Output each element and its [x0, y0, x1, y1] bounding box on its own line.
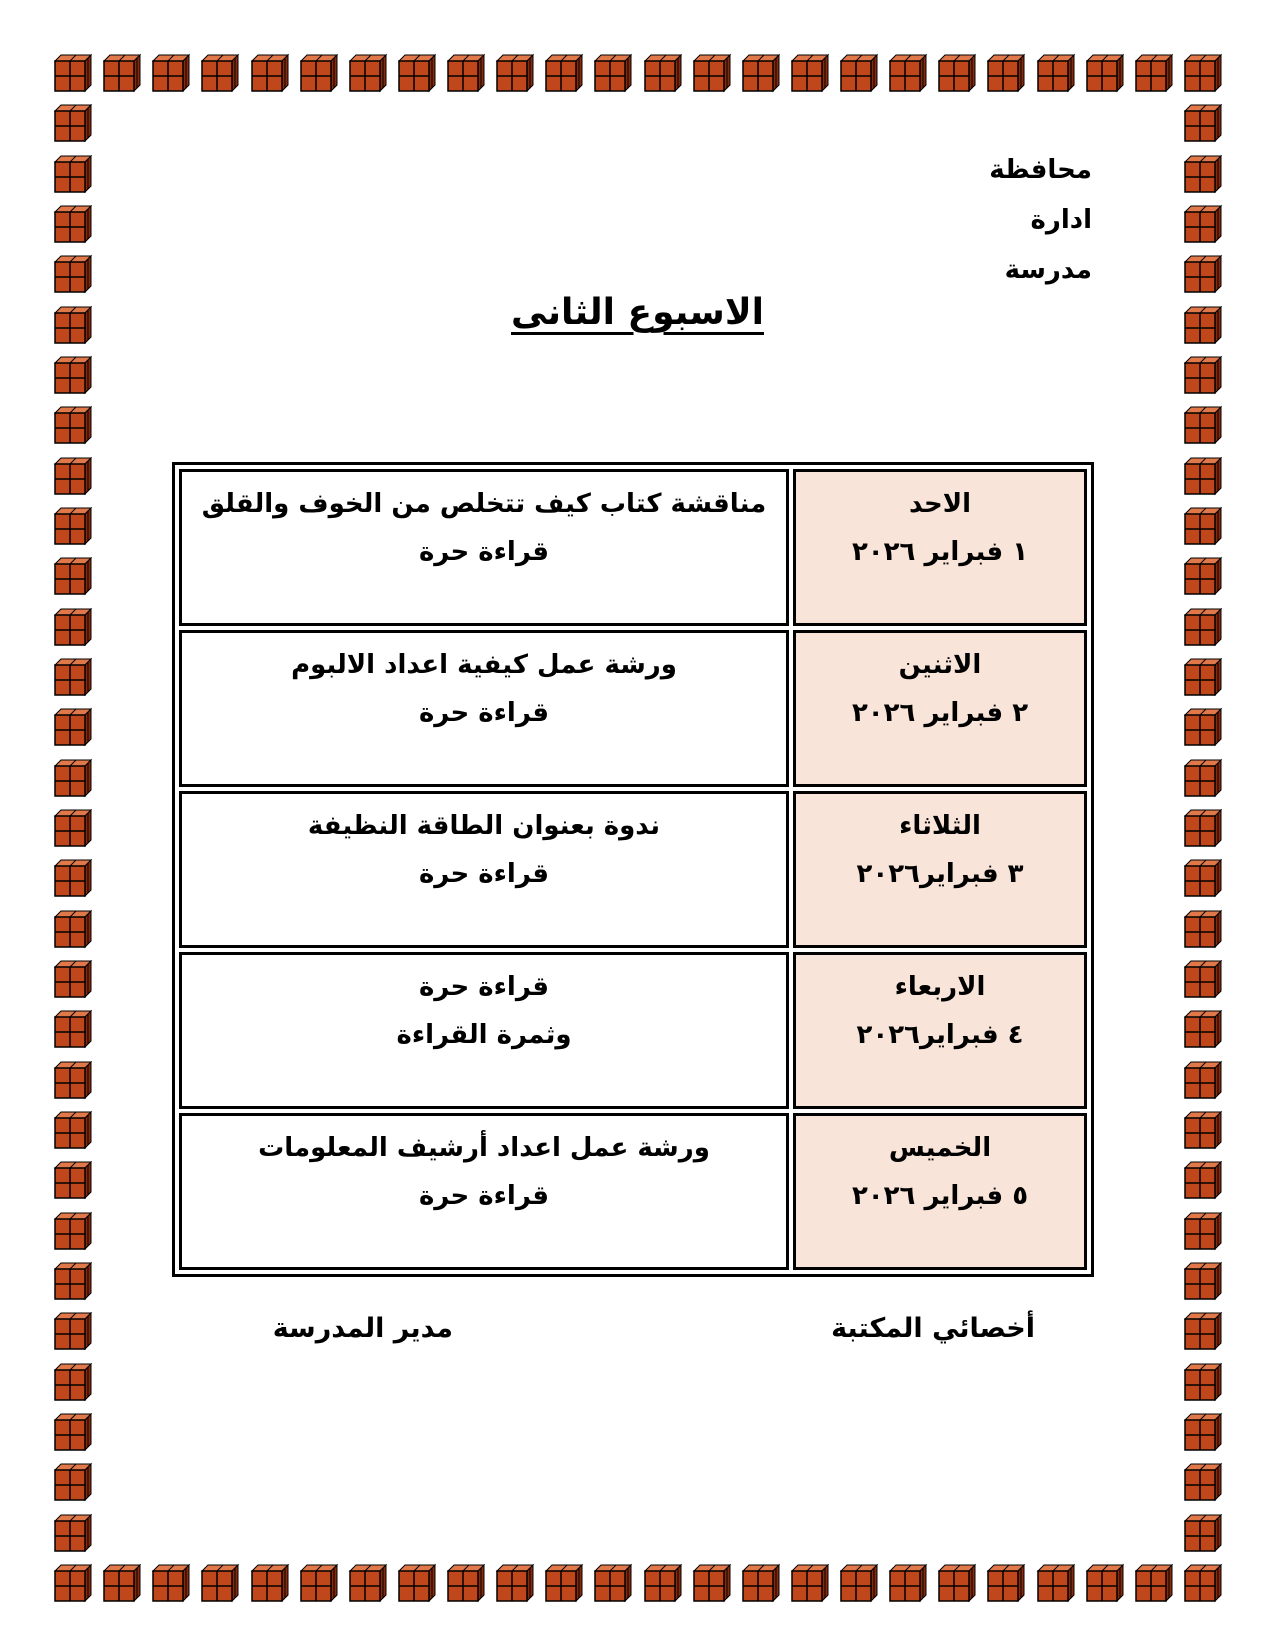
- box-icon: [1185, 810, 1221, 846]
- activity-line: قراءة حرة: [418, 698, 550, 728]
- box-icon: [595, 55, 631, 91]
- box-icon: [55, 1313, 91, 1349]
- table-row: [179, 469, 1087, 626]
- box-icon: [55, 105, 91, 141]
- box-icon: [1185, 1464, 1221, 1500]
- box-icon: [1185, 156, 1221, 192]
- day-name: الاربعاء: [894, 972, 986, 1002]
- box-icon: [743, 1565, 779, 1601]
- table-row: [179, 630, 1087, 787]
- schedule-table: [172, 462, 1094, 1277]
- activity-line: وثمرة القراءة: [396, 1020, 572, 1050]
- box-icon: [55, 357, 91, 393]
- box-icon: [202, 1565, 238, 1601]
- box-icon: [546, 1565, 582, 1601]
- box-icon: [1185, 1565, 1221, 1601]
- box-icon: [55, 1414, 91, 1450]
- box-icon: [1185, 1162, 1221, 1198]
- box-icon: [1185, 206, 1221, 242]
- box-icon: [1087, 55, 1123, 91]
- box-icon: [1185, 256, 1221, 292]
- day-name: الاثنين: [898, 650, 982, 680]
- box-icon: [55, 609, 91, 645]
- box-icon: [55, 1464, 91, 1500]
- box-icon: [1185, 558, 1221, 594]
- box-icon: [1136, 1565, 1172, 1601]
- box-icon: [1185, 1515, 1221, 1551]
- box-icon: [55, 1515, 91, 1551]
- box-icon: [55, 860, 91, 896]
- box-icon: [497, 55, 533, 91]
- day-cell: [793, 630, 1087, 787]
- administration-label: ادارة: [1030, 205, 1092, 235]
- day-cell: [793, 1113, 1087, 1270]
- activity-cell: [179, 952, 789, 1109]
- box-icon: [1185, 357, 1221, 393]
- box-icon: [55, 407, 91, 443]
- box-icon: [55, 709, 91, 745]
- governorate-label: محافظة: [989, 155, 1092, 185]
- box-icon: [1185, 508, 1221, 544]
- activity-line: قراءة حرة: [418, 972, 550, 1002]
- box-icon: [1185, 659, 1221, 695]
- table-row: [179, 1113, 1087, 1270]
- activity-line: ندوة بعنوان الطاقة النظيفة: [307, 811, 661, 841]
- box-icon: [448, 1565, 484, 1601]
- box-icon: [350, 1565, 386, 1601]
- box-icon: [350, 55, 386, 91]
- activity-cell: [179, 630, 789, 787]
- box-icon: [55, 911, 91, 947]
- box-icon: [55, 1062, 91, 1098]
- box-icon: [55, 1263, 91, 1299]
- box-icon: [1185, 105, 1221, 141]
- box-icon: [104, 55, 140, 91]
- box-icon: [1185, 860, 1221, 896]
- box-icon: [1087, 1565, 1123, 1601]
- table-row: [179, 791, 1087, 948]
- activity-line: قراءة حرة: [418, 859, 550, 889]
- box-icon: [1185, 1263, 1221, 1299]
- box-icon: [55, 659, 91, 695]
- box-icon: [55, 760, 91, 796]
- box-icon: [55, 156, 91, 192]
- box-icon: [988, 55, 1024, 91]
- page-title-container: [0, 292, 1275, 333]
- box-icon: [55, 256, 91, 292]
- box-icon: [55, 1162, 91, 1198]
- box-icon: [645, 55, 681, 91]
- box-icon: [55, 508, 91, 544]
- box-icon: [694, 1565, 730, 1601]
- box-icon: [448, 55, 484, 91]
- box-icon: [55, 206, 91, 242]
- day-name: الاحد: [908, 489, 972, 519]
- box-icon: [301, 55, 337, 91]
- box-icon: [55, 1364, 91, 1400]
- box-icon: [1185, 1313, 1221, 1349]
- box-icon: [55, 1565, 91, 1601]
- day-date: ٢ فبراير ٢٠٢٦: [851, 698, 1029, 728]
- box-icon: [55, 961, 91, 997]
- box-icon: [1185, 1112, 1221, 1148]
- box-icon: [399, 1565, 435, 1601]
- school-label: مدرسة: [1004, 255, 1092, 285]
- box-icon: [1185, 760, 1221, 796]
- box-icon: [1185, 1011, 1221, 1047]
- box-icon: [792, 55, 828, 91]
- box-icon: [104, 1565, 140, 1601]
- activity-line: مناقشة كتاب كيف تتخلص من الخوف والقلق: [201, 489, 767, 519]
- box-icon: [202, 55, 238, 91]
- box-icon: [1185, 911, 1221, 947]
- box-icon: [1185, 609, 1221, 645]
- activity-line: ورشة عمل كيفية اعداد الالبوم: [291, 650, 677, 680]
- box-icon: [890, 55, 926, 91]
- activity-cell: [179, 791, 789, 948]
- box-icon: [939, 1565, 975, 1601]
- box-icon: [55, 558, 91, 594]
- box-icon: [792, 1565, 828, 1601]
- box-icon: [252, 1565, 288, 1601]
- header-block: [989, 145, 1092, 295]
- box-icon: [1185, 458, 1221, 494]
- box-icon: [890, 1565, 926, 1601]
- principal-signature-label: مدير المدرسة: [272, 1313, 453, 1344]
- box-icon: [841, 1565, 877, 1601]
- box-icon: [1136, 55, 1172, 91]
- box-icon: [301, 1565, 337, 1601]
- box-icon: [153, 1565, 189, 1601]
- box-icon: [1038, 1565, 1074, 1601]
- day-date: ١ فبراير ٢٠٢٦: [851, 537, 1029, 567]
- box-icon: [55, 458, 91, 494]
- day-name: الثلاثاء: [899, 811, 981, 841]
- box-icon: [939, 55, 975, 91]
- box-icon: [55, 55, 91, 91]
- box-icon: [1185, 407, 1221, 443]
- day-date: ٣ فبراير٢٠٢٦: [856, 859, 1024, 889]
- activity-line: ورشة عمل اعداد أرشيف المعلومات: [258, 1133, 710, 1163]
- box-icon: [1185, 1062, 1221, 1098]
- box-icon: [55, 1112, 91, 1148]
- box-icon: [595, 1565, 631, 1601]
- box-icon: [399, 55, 435, 91]
- day-cell: [793, 952, 1087, 1109]
- page-title: الاسبوع الثانى: [511, 292, 764, 333]
- box-icon: [1185, 1213, 1221, 1249]
- activity-line: قراءة حرة: [418, 1181, 550, 1211]
- box-icon: [694, 55, 730, 91]
- box-icon: [1185, 961, 1221, 997]
- box-icon: [55, 1011, 91, 1047]
- box-icon: [497, 1565, 533, 1601]
- box-icon: [1185, 55, 1221, 91]
- box-icon: [252, 55, 288, 91]
- day-date: ٤ فبراير٢٠٢٦: [856, 1020, 1024, 1050]
- box-icon: [153, 55, 189, 91]
- box-icon: [55, 1213, 91, 1249]
- day-cell: [793, 469, 1087, 626]
- librarian-signature-label: أخصائي المكتبة: [831, 1313, 1035, 1344]
- box-icon: [841, 55, 877, 91]
- activity-cell: [179, 469, 789, 626]
- box-icon: [1185, 1364, 1221, 1400]
- box-icon: [743, 55, 779, 91]
- activity-cell: [179, 1113, 789, 1270]
- box-icon: [1185, 709, 1221, 745]
- table-row: [179, 952, 1087, 1109]
- box-icon: [1038, 55, 1074, 91]
- box-icon: [1185, 1414, 1221, 1450]
- day-date: ٥ فبراير ٢٠٢٦: [851, 1181, 1029, 1211]
- day-cell: [793, 791, 1087, 948]
- box-icon: [546, 55, 582, 91]
- day-name: الخميس: [888, 1133, 992, 1163]
- box-icon: [645, 1565, 681, 1601]
- box-icon: [988, 1565, 1024, 1601]
- box-icon: [55, 810, 91, 846]
- activity-line: قراءة حرة: [418, 537, 550, 567]
